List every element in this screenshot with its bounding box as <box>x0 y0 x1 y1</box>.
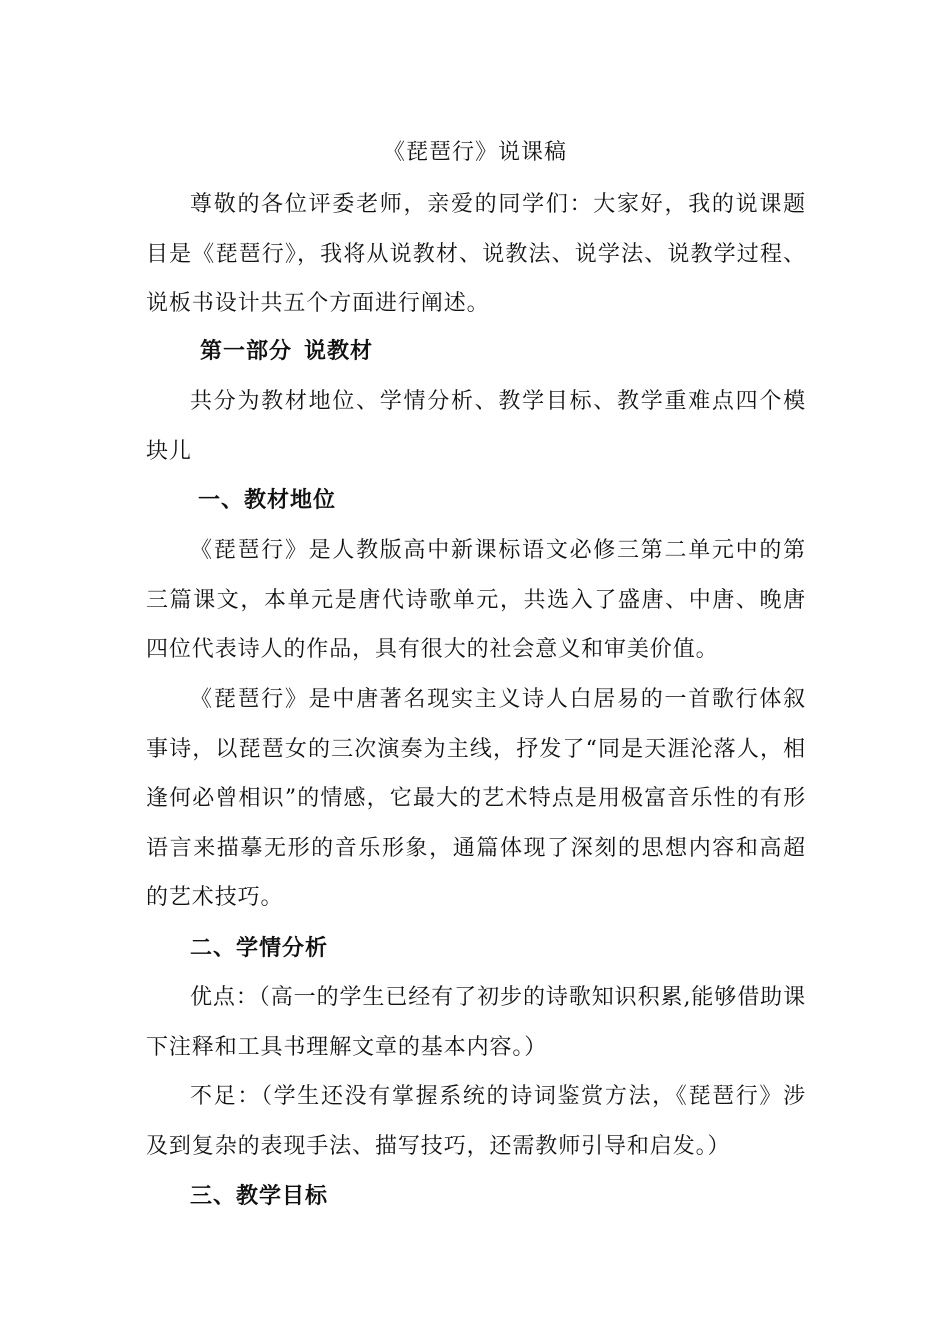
part-one-label: 第一部分 <box>200 338 293 364</box>
section-one-heading: 一、教材地位 <box>198 487 337 513</box>
section-one-paragraph-1: 《琵琶行》是人教版高中新课标语文必修三第二单元中的第三篇课文，本单元是唐代诗歌单元，共选入了盛唐、中唐、晚唐四位代表诗人的作品，具有很大的社会意义和审美价值。 <box>146 538 806 662</box>
section-two-weaknesses: 不足：（学生还没有掌握系统的诗词鉴赏方法，《琵琶行》涉及到复杂的表现手法、描写技巧，还需教师引导和启发。） <box>146 1084 806 1159</box>
part-one-heading <box>200 336 373 366</box>
part-one-title: 说教材 <box>304 338 374 364</box>
intro-paragraph: 尊敬的各位评委老师，亲爱的同学们：大家好，我的说课题目是《琵琶行》，我将从说教材、说教法、说学法、说教学过程、说板书设计共五个方面进行阐述。 <box>146 192 806 316</box>
section-three-heading: 三、教学目标 <box>190 1183 329 1209</box>
section-two-strengths: 优点：（高一的学生已经有了初步的诗歌知识积累,能够借助课下注释和工具书理解文章的基本内容。） <box>146 985 806 1060</box>
document-title: 《琵琶行》说课稿 <box>382 140 567 165</box>
section-one-paragraph-2: 《琵琶行》是中唐著名现实主义诗人白居易的一首歌行体叙事诗，以琵琶女的三次演奏为主线，抒发了“同是天涯沦落人，相逢何必曾相识”的情感，它最大的艺术特点是用极富音乐性的有形语言来描摹无形的音乐形象，通篇体现了深刻的思想内容和高超的艺术技巧。 <box>146 687 806 910</box>
section-two-heading: 二、学情分析 <box>190 935 329 961</box>
part-one-overview: 共分为教材地位、学情分析、教学目标、教学重难点四个模块儿 <box>146 389 806 464</box>
